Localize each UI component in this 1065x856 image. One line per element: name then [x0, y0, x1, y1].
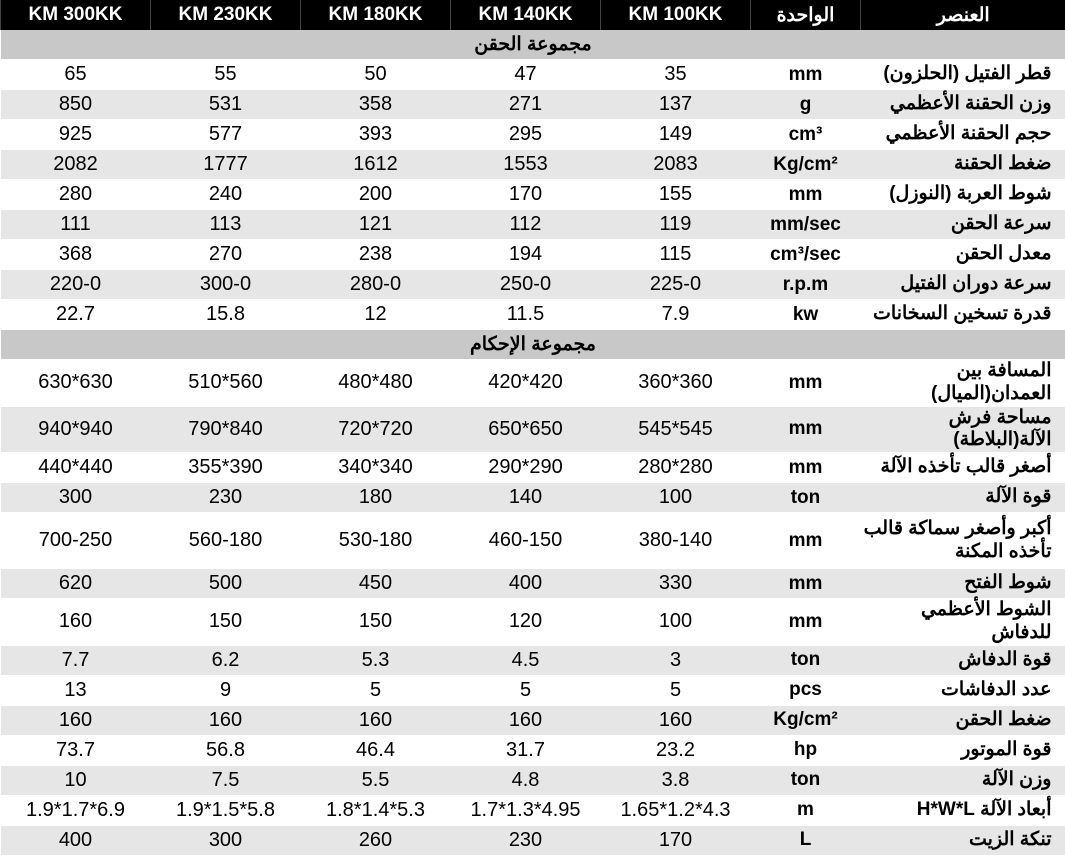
unit-cell: Kg/cm²	[751, 705, 861, 735]
value-cell: 1.8*1.4*5.3	[301, 795, 451, 825]
item-cell: قوة الدفاش	[861, 645, 1065, 675]
value-cell: 100	[601, 483, 751, 513]
value-cell: 56.8	[151, 735, 301, 765]
item-cell: سرعة الحقن	[861, 210, 1065, 240]
value-cell: 240	[151, 180, 301, 210]
unit-cell: kw	[751, 300, 861, 330]
item-cell: معدل الحقن	[861, 240, 1065, 270]
unit-cell: ton	[751, 645, 861, 675]
item-cell: حجم الحقنة الأعظمي	[861, 120, 1065, 150]
value-cell: 5.5	[301, 765, 451, 795]
table-row	[1, 300, 1065, 330]
value-cell: 450	[301, 569, 451, 599]
unit-cell: hp	[751, 735, 861, 765]
value-cell: 230	[451, 825, 601, 855]
unit-cell: cm³/sec	[751, 240, 861, 270]
value-cell: 500	[151, 569, 301, 599]
value-cell: 577	[151, 120, 301, 150]
value-cell: 1.9*1.7*6.9	[1, 795, 151, 825]
value-cell: 160	[301, 705, 451, 735]
value-cell: 1.65*1.2*4.3	[601, 795, 751, 825]
value-cell: 50	[301, 60, 451, 90]
table-row	[1, 483, 1065, 513]
item-cell: قوة الآلة	[861, 483, 1065, 513]
value-cell: 295	[451, 120, 601, 150]
value-cell: 650*650	[451, 406, 601, 453]
model-header: KM 180KK	[301, 0, 451, 30]
unit-cell: mm	[751, 406, 861, 453]
value-cell: 115	[601, 240, 751, 270]
unit-header: الواحدة	[751, 0, 861, 30]
value-cell: 160	[151, 705, 301, 735]
unit-cell: mm	[751, 60, 861, 90]
value-cell: 368	[1, 240, 151, 270]
item-cell: مساحة فرش الآلة(البلاطة)	[861, 406, 1065, 453]
value-cell: 630*630	[1, 360, 151, 407]
value-cell: 13	[1, 675, 151, 705]
item-cell: قدرة تسخين السخانات	[861, 300, 1065, 330]
value-cell: 112	[451, 210, 601, 240]
value-cell: 140	[451, 483, 601, 513]
value-cell: 23.2	[601, 735, 751, 765]
unit-cell: ton	[751, 765, 861, 795]
value-cell: 170	[601, 825, 751, 855]
model-header: KM 230KK	[151, 0, 301, 30]
value-cell: 170	[451, 180, 601, 210]
item-cell: الشوط الأعظمي للدفاش	[861, 599, 1065, 646]
value-cell: 850	[1, 90, 151, 120]
value-cell: 360*360	[601, 360, 751, 407]
item-cell: المسافة بين العمدان(الميال)	[861, 360, 1065, 407]
unit-cell: cm³	[751, 120, 861, 150]
value-cell: 270	[151, 240, 301, 270]
value-cell: 460-150	[451, 513, 601, 569]
value-cell: 7.5	[151, 765, 301, 795]
value-cell: 530-180	[301, 513, 451, 569]
value-cell: 5.3	[301, 645, 451, 675]
item-cell: شوط الفتح	[861, 569, 1065, 599]
value-cell: 271	[451, 90, 601, 120]
unit-cell: mm/sec	[751, 210, 861, 240]
item-cell: ضغط الحقنة	[861, 150, 1065, 180]
value-cell: 280	[1, 180, 151, 210]
table-row	[1, 569, 1065, 599]
value-cell: 260	[301, 825, 451, 855]
table-row	[1, 765, 1065, 795]
unit-cell: mm	[751, 599, 861, 646]
model-header: KM 140KK	[451, 0, 601, 30]
table-row	[1, 210, 1065, 240]
value-cell: 4.5	[451, 645, 601, 675]
unit-cell: r.p.m	[751, 270, 861, 300]
value-cell: 5	[451, 675, 601, 705]
value-cell: 155	[601, 180, 751, 210]
value-cell: 150	[301, 599, 451, 646]
value-cell: 4.8	[451, 765, 601, 795]
table-row	[1, 675, 1065, 705]
value-cell: 113	[151, 210, 301, 240]
value-cell: 35	[601, 60, 751, 90]
group-row	[1, 30, 1065, 60]
unit-cell: Kg/cm²	[751, 150, 861, 180]
value-cell: 300	[151, 825, 301, 855]
item-cell: قطر الفتيل (الحلزون)	[861, 60, 1065, 90]
item-cell: سرعة دوران الفتيل	[861, 270, 1065, 300]
unit-cell: L	[751, 825, 861, 855]
model-header: KM 300KK	[1, 0, 151, 30]
table-row	[1, 120, 1065, 150]
item-header: العنصر	[861, 0, 1065, 30]
value-cell: 180	[301, 483, 451, 513]
value-cell: 280-0	[301, 270, 451, 300]
value-cell: 300	[1, 483, 151, 513]
group-title: مجموعة الحقن	[1, 30, 1065, 60]
table-row	[1, 645, 1065, 675]
value-cell: 160	[1, 599, 151, 646]
value-cell: 100	[601, 599, 751, 646]
unit-cell: mm	[751, 453, 861, 483]
value-cell: 5	[601, 675, 751, 705]
table-row	[1, 735, 1065, 765]
value-cell: 150	[151, 599, 301, 646]
value-cell: 531	[151, 90, 301, 120]
model-header: KM 100KK	[601, 0, 751, 30]
table-row	[1, 825, 1065, 855]
value-cell: 400	[451, 569, 601, 599]
value-cell: 149	[601, 120, 751, 150]
table-body	[1, 30, 1065, 855]
group-row	[1, 330, 1065, 360]
value-cell: 560-180	[151, 513, 301, 569]
value-cell: 330	[601, 569, 751, 599]
value-cell: 340*340	[301, 453, 451, 483]
unit-cell: g	[751, 90, 861, 120]
value-cell: 545*545	[601, 406, 751, 453]
table-row	[1, 90, 1065, 120]
value-cell: 790*840	[151, 406, 301, 453]
table-row	[1, 360, 1065, 407]
value-cell: 31.7	[451, 735, 601, 765]
unit-cell: m	[751, 795, 861, 825]
value-cell: 220-0	[1, 270, 151, 300]
value-cell: 355*390	[151, 453, 301, 483]
unit-cell: ton	[751, 483, 861, 513]
value-cell: 120	[451, 599, 601, 646]
value-cell: 510*560	[151, 360, 301, 407]
value-cell: 194	[451, 240, 601, 270]
value-cell: 700-250	[1, 513, 151, 569]
value-cell: 5	[301, 675, 451, 705]
value-cell: 160	[1, 705, 151, 735]
group-title: مجموعة الإحكام	[1, 330, 1065, 360]
value-cell: 440*440	[1, 453, 151, 483]
item-cell: تنكة الزيت	[861, 825, 1065, 855]
unit-cell: pcs	[751, 675, 861, 705]
value-cell: 480*480	[301, 360, 451, 407]
item-cell: أكبر وأصغر سماكة قالب تأخذه المكنة	[861, 513, 1065, 569]
value-cell: 280*280	[601, 453, 751, 483]
value-cell: 925	[1, 120, 151, 150]
value-cell: 137	[601, 90, 751, 120]
value-cell: 3.8	[601, 765, 751, 795]
value-cell: 420*420	[451, 360, 601, 407]
value-cell: 380-140	[601, 513, 751, 569]
table-row	[1, 60, 1065, 90]
value-cell: 300-0	[151, 270, 301, 300]
value-cell: 393	[301, 120, 451, 150]
table-row	[1, 795, 1065, 825]
value-cell: 238	[301, 240, 451, 270]
value-cell: 160	[451, 705, 601, 735]
table-row	[1, 513, 1065, 569]
unit-cell: mm	[751, 513, 861, 569]
value-cell: 2082	[1, 150, 151, 180]
value-cell: 400	[1, 825, 151, 855]
unit-cell: mm	[751, 360, 861, 407]
table-row	[1, 705, 1065, 735]
value-cell: 200	[301, 180, 451, 210]
table-row	[1, 599, 1065, 646]
value-cell: 46.4	[301, 735, 451, 765]
value-cell: 2083	[601, 150, 751, 180]
value-cell: 250-0	[451, 270, 601, 300]
value-cell: 73.7	[1, 735, 151, 765]
value-cell: 940*940	[1, 406, 151, 453]
value-cell: 1612	[301, 150, 451, 180]
value-cell: 121	[301, 210, 451, 240]
item-cell: عدد الدفاشات	[861, 675, 1065, 705]
value-cell: 1553	[451, 150, 601, 180]
item-cell: وزن الآلة	[861, 765, 1065, 795]
unit-cell: mm	[751, 180, 861, 210]
table-row	[1, 180, 1065, 210]
table-row	[1, 270, 1065, 300]
item-cell: ضغط الحقن	[861, 705, 1065, 735]
value-cell: 1.7*1.3*4.95	[451, 795, 601, 825]
value-cell: 9	[151, 675, 301, 705]
value-cell: 119	[601, 210, 751, 240]
value-cell: 47	[451, 60, 601, 90]
value-cell: 7.9	[601, 300, 751, 330]
value-cell: 6.2	[151, 645, 301, 675]
item-cell: قوة الموتور	[861, 735, 1065, 765]
value-cell: 1777	[151, 150, 301, 180]
value-cell: 7.7	[1, 645, 151, 675]
value-cell: 290*290	[451, 453, 601, 483]
item-cell: أصغر قالب تأخذه الآلة	[861, 453, 1065, 483]
value-cell: 160	[601, 705, 751, 735]
table-row	[1, 150, 1065, 180]
value-cell: 3	[601, 645, 751, 675]
header-row	[1, 0, 1065, 30]
value-cell: 15.8	[151, 300, 301, 330]
value-cell: 225-0	[601, 270, 751, 300]
value-cell: 230	[151, 483, 301, 513]
value-cell: 720*720	[301, 406, 451, 453]
value-cell: 358	[301, 90, 451, 120]
value-cell: 11.5	[451, 300, 601, 330]
item-cell: شوط العربة (النوزل)	[861, 180, 1065, 210]
value-cell: 12	[301, 300, 451, 330]
item-cell: وزن الحقنة الأعظمي	[861, 90, 1065, 120]
item-cell: أبعاد الآلة H*W*L	[861, 795, 1065, 825]
table-row	[1, 453, 1065, 483]
value-cell: 1.9*1.5*5.8	[151, 795, 301, 825]
value-cell: 620	[1, 569, 151, 599]
table-row	[1, 240, 1065, 270]
value-cell: 65	[1, 60, 151, 90]
value-cell: 111	[1, 210, 151, 240]
value-cell: 55	[151, 60, 301, 90]
unit-cell: mm	[751, 569, 861, 599]
value-cell: 10	[1, 765, 151, 795]
value-cell: 22.7	[1, 300, 151, 330]
table-row	[1, 406, 1065, 453]
